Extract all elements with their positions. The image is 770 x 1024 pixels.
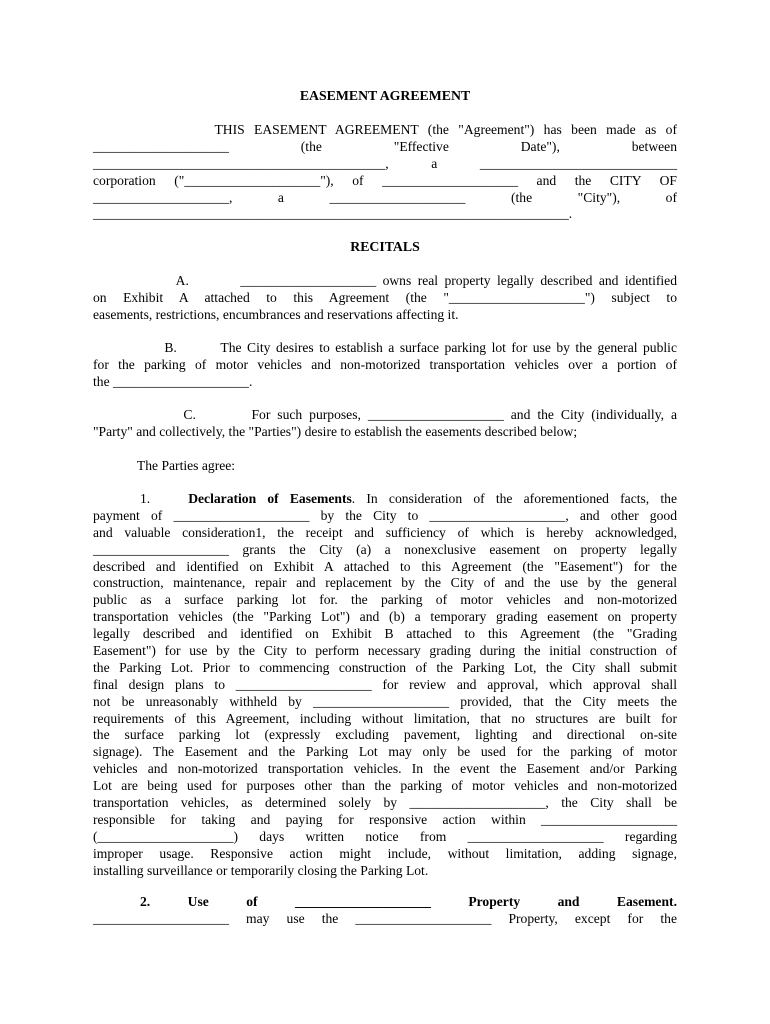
text-line: transportation vehicles (the "Parking Lot") and (b) a temporary grading easement on property (93, 609, 677, 625)
text-line: not be unreasonably withheld by ____________________ provided, that the City meets the (93, 693, 677, 709)
text-line: C. For such purposes, ____________________ and the City (individually, a (93, 407, 677, 422)
text-line: payment of ____________________ by the City to ____________________, and other good (93, 507, 677, 523)
parties-agree-paragraph (93, 458, 677, 475)
text-line: corporation ("____________________"), of ____________________ and the CITY OF (93, 172, 677, 188)
text-line: requirements of this Agreement, including without limitation, that no structures are built for (93, 710, 677, 726)
text-line: B. The City desires to establish a surface parking lot for use by the general public (93, 340, 677, 355)
recital-a-paragraph (93, 273, 677, 324)
section-2-number: 2 (140, 894, 147, 909)
text-line: and valuable consideration1, the receipt and sufficiency of which is hereby acknowledged, (93, 524, 677, 540)
recitals-heading: RECITALS (350, 239, 420, 254)
text-line: transportation vehicles, as determined solely by ____________________, the City shall be (93, 795, 677, 811)
text-line: vehicles and non-motorized transportation vehicles. In the event the Easement and/or Parking (93, 761, 677, 777)
section-1-first-line-text: . In consideration of the aforementioned facts, the (351, 491, 678, 506)
section-2-heading-word: of (246, 894, 258, 909)
text-line: (____________________) days written notice from ____________________ regarding (93, 828, 677, 844)
section-1-number: 1 (140, 491, 147, 506)
intro-paragraph (93, 122, 677, 223)
section-2-number-wrap: 2. (140, 894, 151, 909)
recital-c-paragraph (93, 407, 677, 441)
text-line: construction, maintenance, repair and replacement by the City of and the use by the general (93, 575, 677, 591)
text-line: ____________________ grants the City (a) a nonexclusive easement on property legally (93, 541, 677, 557)
text-line: THIS EASEMENT AGREEMENT (the "Agreement") has been made as of (93, 122, 677, 137)
section-2-heading-word: Use (187, 894, 209, 909)
section-1-first-line: 1. Declaration of Easements. In consideration of the aforementioned facts, the (140, 491, 678, 506)
text-line: ______________________________________________________________________. (93, 206, 573, 222)
text-line: the Parking Lot. Prior to commencing construction of the Parking Lot, the City shall submit (93, 659, 677, 675)
section-1-paragraph (93, 491, 677, 879)
text-line: on Exhibit A attached to this Agreement (the "____________________") subject to (93, 289, 677, 305)
document-title: EASEMENT AGREEMENT (299, 88, 471, 103)
section-1-heading: Declaration of Easements (188, 491, 352, 506)
text-line: the ____________________. (93, 373, 253, 389)
section-2-heading-word-last (617, 894, 677, 911)
text-line: described and identified on Exhibit A attached to this Agreement (the "Easement") for the (93, 558, 677, 574)
text-line: legally described and identified on Exhibit B attached to this Agreement (the "Grading (93, 626, 677, 642)
section-2-heading-word: ____________________ (294, 894, 431, 909)
text-line: ___________________________________________, a _____________________________ (93, 155, 677, 171)
text-line: easements, restrictions, encumbrances and reservations affecting it. (93, 306, 459, 322)
section-2-paragraph (93, 894, 677, 928)
text-line: improper usage. Responsive action might include, without limitation, adding signage, (93, 845, 677, 861)
section-2-line: ____________________ may use the ____________________ Property, except for the (93, 910, 677, 926)
text-line: public as a surface parking lot for. the parking of motor vehicles and non-motorized (93, 592, 677, 608)
section-2-heading-period: . (673, 894, 677, 909)
text-line: Easement") for use by the City to perform necessary grading during the initial construction of (93, 643, 677, 659)
text-line: for the parking of motor vehicles and non-motorized transportation vehicles over a portion of (93, 356, 677, 372)
text-line: final design plans to ____________________ for review and approval, which approval shall (93, 676, 677, 692)
text-line: "Party" and collectively, the "Parties") desire to establish the easements described below; (93, 423, 578, 439)
section-2-heading-line (93, 894, 677, 911)
section-2-heading-word: Property (468, 894, 521, 909)
text-line: installing surveillance or temporarily closing the Parking Lot. (93, 862, 429, 878)
text-line: signage). The Easement and the Parking Lot may only be used for the parking of motor (93, 744, 677, 760)
section-2-heading-word: Easement (616, 894, 674, 909)
text-line: ____________________ (the "Effective Date"), between (93, 138, 677, 154)
text-line: ____________________, a ____________________ (the "City"), of (93, 189, 677, 205)
parties-agree-text: The Parties agree: (93, 458, 236, 473)
text-line: A. ____________________ owns real property legally described and identified (93, 273, 677, 288)
text-line: the surface parking lot (expressly excluding pavement, lighting and directional on-site (93, 727, 677, 743)
text-line: Lot are being used for purposes other than the parking of motor vehicles and non-motorized (93, 778, 677, 794)
recital-b-paragraph (93, 340, 677, 391)
text-line: responsible for taking and paying for responsive action within ____________________ (93, 811, 677, 827)
section-2-heading-word: and (557, 894, 580, 909)
